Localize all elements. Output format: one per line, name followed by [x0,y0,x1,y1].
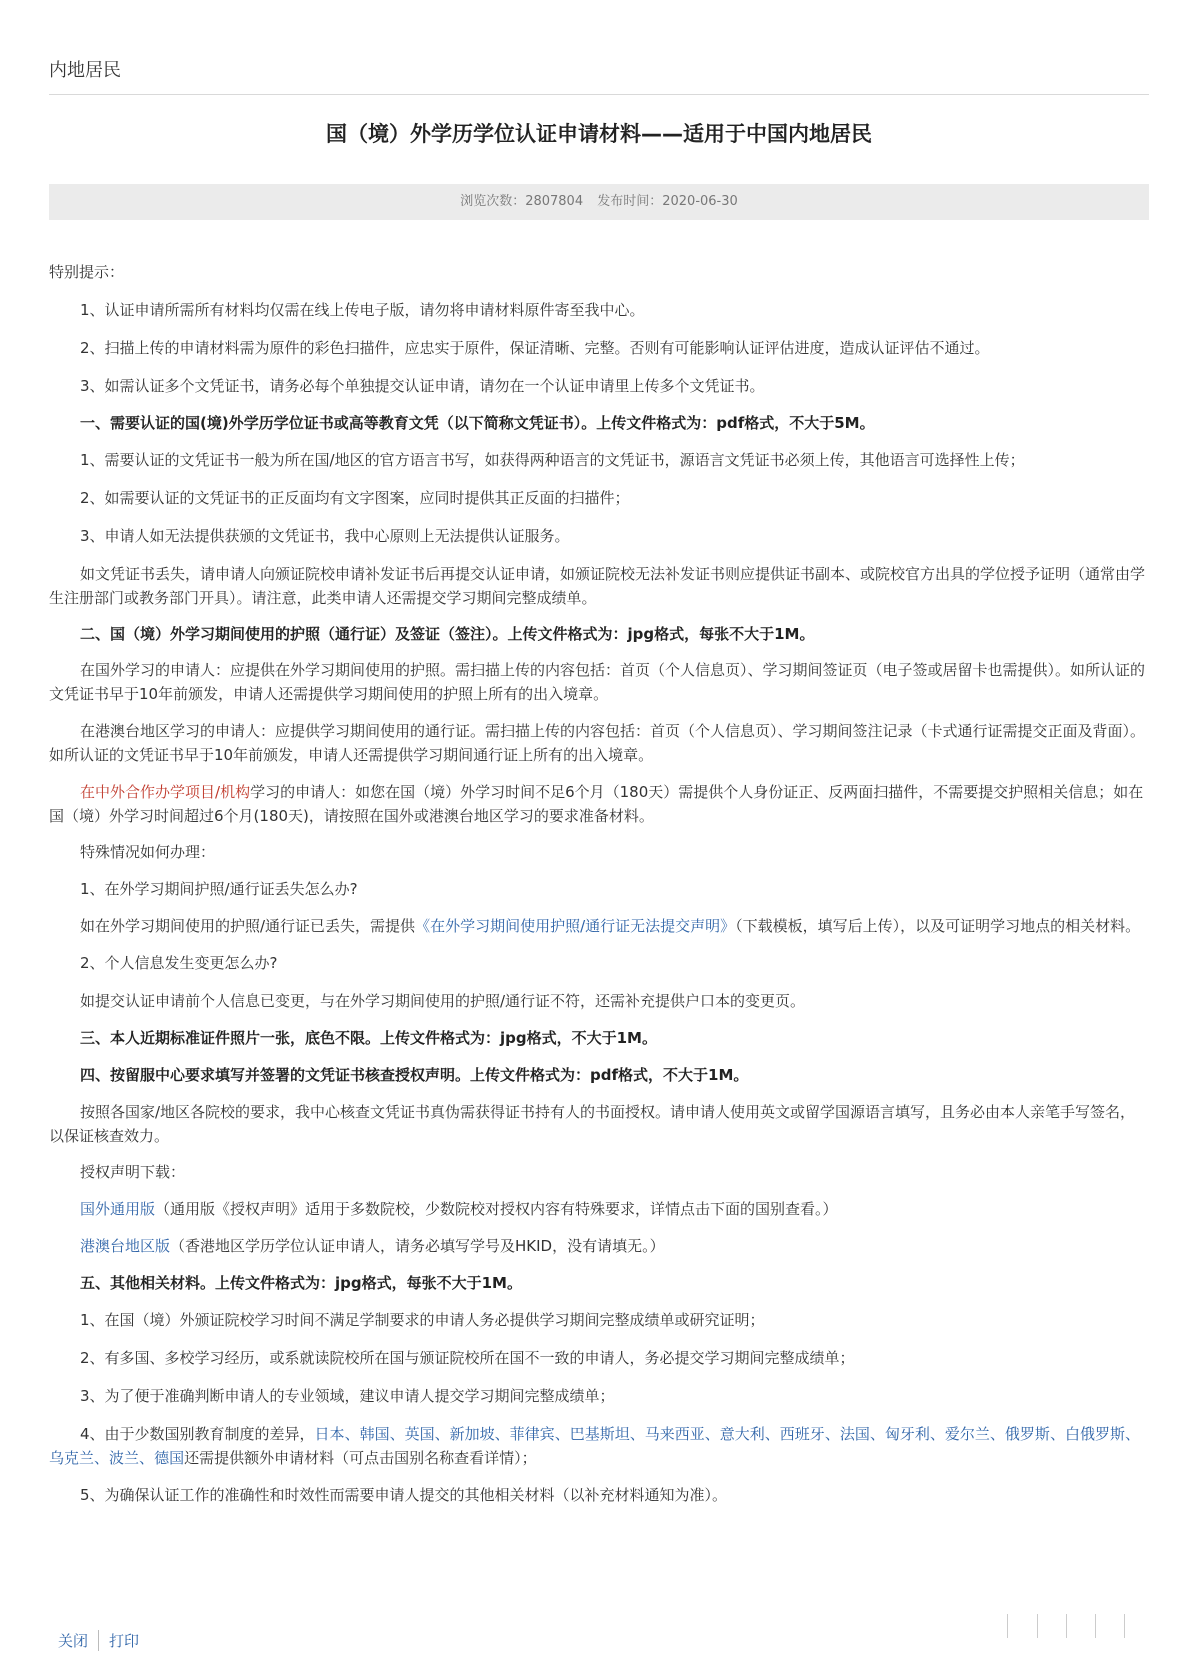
faq-answer: 如提交认证申请前个人信息已变更，与在外学习期间使用的护照/通行证不符，还需补充提供户口本的变更页。 [80,992,806,1010]
section-2-heading: 二、国（境）外学习期间使用的护照（通行证）及签证（签注）。上传文件格式为：jpg格式，每张不大于1M。 [80,625,815,643]
country-link[interactable]: 匈牙利 [884,1425,930,1443]
text-segment: 4、由于少数国别教育制度的差异， [80,1425,315,1443]
notice-item: 3、如需认证多个文凭证书，请务必每个单独提交认证申请，请勿在一个认证申请里上传多个文凭证书。 [80,377,765,395]
share-icon[interactable] [1066,1614,1067,1638]
country-link[interactable]: 意大利 [719,1425,765,1443]
section-2-paragraph [49,780,1149,828]
text-segment: 学习的申请人：如您在国（境）外学习时间不足6个月（180天）需提供个人身份证正、反两面扫描件，不需要提交护照相关信息；如在国（境）外学习时间超过6个月(180天)，请按照在国外或港澳台地区学习的要求准备材料。 [49,783,1144,825]
hk-macao-taiwan-version-link[interactable]: 港澳台地区版 [80,1237,171,1255]
country-link[interactable]: 马来西亚 [644,1425,705,1443]
section-5-item: 2、有多国、多校学习经历，或系就读院校所在国与颁证院校所在国不一致的申请人，务必提交学习期间完整成绩单； [80,1349,855,1367]
download-row [49,1197,1149,1221]
country-link[interactable]: 白俄罗斯 [1064,1425,1125,1443]
close-button[interactable]: 关闭 [58,1630,99,1651]
share-icon[interactable] [1037,1614,1038,1638]
country-separator: 、 [434,1425,450,1443]
country-link[interactable]: 德国 [154,1449,185,1467]
share-icon[interactable] [1124,1614,1125,1638]
country-separator: 、 [989,1425,1005,1443]
country-separator: 、 [929,1425,945,1443]
country-separator: 、 [389,1425,405,1443]
country-separator: 、 [704,1425,720,1443]
section-1-item: 2、如需要认证的文凭证书的正反面均有文字图案，应同时提供其正反面的扫描件； [80,489,630,507]
section-2-paragraph: 在国外学习的申请人：应提供在外学习期间使用的护照。需扫描上传的内容包括：首页（个人信息页）、学习期间签证页（电子签或居留卡也需提供）。如所认证的文凭证书早于10年前颁发，申请人还需提供学习期间使用的护照上所有的出入境章。 [49,661,1146,703]
article-meta-bar [49,184,1149,220]
download-title: 授权声明下载： [80,1163,186,1181]
country-link[interactable]: 爱尔兰 [944,1425,990,1443]
country-link[interactable]: 俄罗斯 [1004,1425,1050,1443]
country-separator: 、 [629,1425,645,1443]
view-count: 浏览次数：2807804 [460,194,584,209]
section-1-item: 1、需要认证的文凭证书一般为所在国/地区的官方语言书写，如获得两种语言的文凭证书，源语言文凭证书必须上传，其他语言可选择性上传； [80,451,1025,469]
country-separator: 、 [494,1425,510,1443]
text-segment: （香港地区学历学位认证申请人，请务必填写学号及HKID，没有请填无。） [170,1237,665,1255]
section-5-item: 1、在国（境）外颁证院校学习时间不满足学制要求的申请人务必提供学习期间完整成绩单或研究证明； [80,1311,765,1329]
declaration-template-link[interactable]: 《在外学习期间使用护照/通行证无法提交声明》 [415,917,736,935]
section-4-paragraph: 按照各国家/地区各院校的要求，我中心核查文凭证书真伪需获得证书持有人的书面授权。请申请人使用英文或留学国源语言填写，且务必由本人亲笔手写签名，以保证核查效力。 [49,1103,1136,1145]
page-title: 国（境）外学历学位认证申请材料——适用于中国内地居民 [326,122,872,146]
print-button[interactable]: 打印 [109,1632,140,1650]
section-4-heading: 四、按留服中心要求填写并签署的文凭证书核查授权声明。上传文件格式为：pdf格式，不大于1M。 [80,1066,749,1084]
text-segment: 如在外学习期间使用的护照/通行证已丢失，需提供 [80,917,416,935]
notice-item: 2、扫描上传的申请材料需为原件的彩色扫描件，应忠实于原件，保证清晰、完整。否则有可能影响认证评估进度，造成认证评估不通过。 [80,339,990,357]
section-1-heading: 一、需要认证的国(境)外学历学位证书或高等教育文凭（以下简称文凭证书）。上传文件格式为：pdf格式，不大于5M。 [80,414,875,432]
section-5-heading: 五、其他相关材料。上传文件格式为：jpg格式，每张不大于1M。 [80,1274,522,1292]
country-link[interactable]: 日本 [314,1425,345,1443]
text-segment: （下载模板，填写后上传），以及可证明学习地点的相关材料。 [735,917,1141,935]
faq-question: 2、个人信息发生变更怎么办? [80,954,278,972]
section-2-paragraph: 在港澳台地区学习的申请人：应提供学习期间使用的通行证。需扫描上传的内容包括：首页（个人信息页）、学习期间签注记录（卡式通行证需提交正面及背面）。如所认证的文凭证书早于10年前颁发，申请人还需提供学习期间通行证上所有的出入境章。 [49,722,1146,764]
country-separator: 、 [869,1425,885,1443]
special-cases-title: 特殊情况如何办理： [80,843,216,861]
section-5-item: 3、为了便于准确判断申请人的专业领域，建议申请人提交学习期间完整成绩单； [80,1387,615,1405]
text-segment: （通用版《授权声明》适用于多数院校，少数院校对授权内容有特殊要求，详情点击下面的国别查看。） [155,1200,838,1218]
article-body [49,260,1149,1507]
notice-title: 特别提示： [49,263,125,281]
country-separator: 、 [1049,1425,1065,1443]
faq-answer [49,914,1149,938]
download-row [49,1234,1149,1258]
share-icon[interactable] [1007,1614,1008,1638]
country-link[interactable]: 英国 [404,1425,435,1443]
text-segment: 在 [80,783,96,801]
country-link[interactable]: 新加坡 [449,1425,495,1443]
section-3-heading: 三、本人近期标准证件照片一张，底色不限。上传文件格式为：jpg格式，不大于1M。 [80,1029,657,1047]
notice-item: 1、认证申请所需所有材料均仅需在线上传电子版，请勿将申请材料原件寄至我中心。 [80,301,645,319]
country-link[interactable]: 乌克兰 [49,1449,95,1467]
section-1-item: 如文凭证书丢失，请申请人向颁证院校申请补发证书后再提交认证申请，如颁证院校无法补发证书则应提供证书副本、或院校官方出具的学位授予证明（通常由学生注册部门或教务部门开具）。请注意，此类申请人还需提交学习期间完整成绩单。 [49,565,1146,607]
section-1-item: 3、申请人如无法提供获颁的文凭证书，我中心原则上无法提供认证服务。 [80,527,570,545]
country-link[interactable]: 西班牙 [779,1425,825,1443]
country-separator: 、 [764,1425,780,1443]
country-link[interactable]: 韩国 [359,1425,390,1443]
publish-date: 发布时间：2020-06-30 [597,194,738,209]
country-separator: 、 [824,1425,840,1443]
country-separator: 、 [94,1449,110,1467]
country-link[interactable]: 法国 [839,1425,870,1443]
breadcrumb[interactable]: 内地居民 [49,56,1149,95]
international-version-link[interactable]: 国外通用版 [80,1200,156,1218]
country-link[interactable]: 菲律宾 [509,1425,555,1443]
share-icon[interactable] [1095,1614,1096,1638]
country-separator: 、 [1124,1425,1140,1443]
country-link[interactable]: 巴基斯坦 [569,1425,630,1443]
faq-question: 1、在外学习期间护照/通行证丢失怎么办? [80,880,358,898]
footer-actions [58,1630,149,1651]
country-link[interactable]: 波兰 [109,1449,140,1467]
section-5-item: 5、为确保认证工作的准确性和时效性而需要申请人提交的其他相关材料（以补充材料通知为准）。 [80,1486,728,1504]
sino-foreign-program-link[interactable]: 中外合作办学项目/机构 [95,783,251,801]
section-5-item [49,1422,1149,1470]
country-separator: 、 [554,1425,570,1443]
country-separator: 、 [344,1425,360,1443]
country-separator: 、 [139,1449,155,1467]
text-segment: 还需提供额外申请材料（可点击国别名称查看详情）； [184,1449,537,1467]
